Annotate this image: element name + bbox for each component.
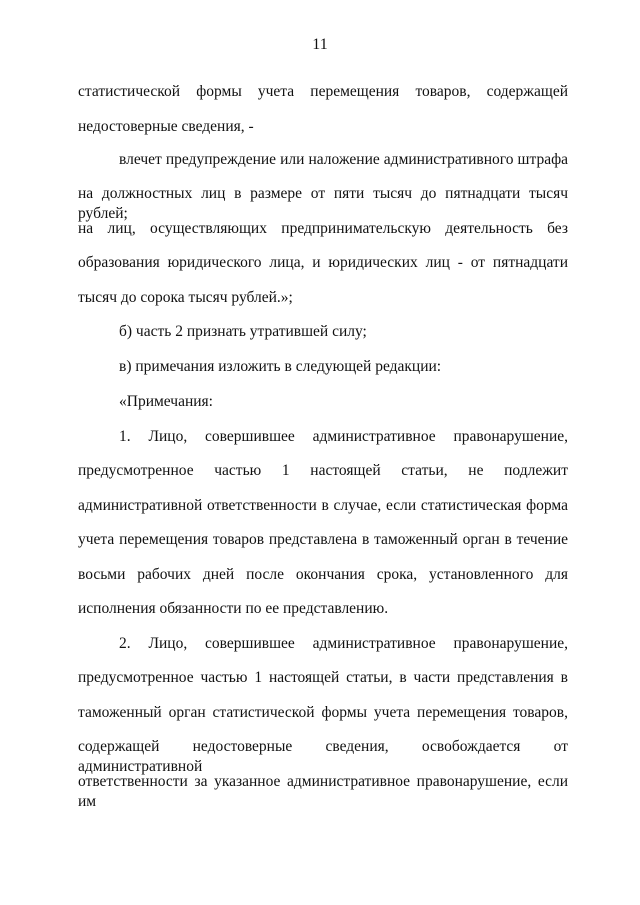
text-line: на лиц, осуществляющих предпринимательскую деятельность без (78, 220, 568, 237)
text-line: недостоверные сведения, - (78, 118, 254, 135)
text-line: образования юридического лица, и юридических лиц - от пятнадцати (78, 254, 568, 271)
text-line: 2. Лицо, совершившее административное правонарушение, (119, 635, 568, 652)
text-line: статистической формы учета перемещения товаров, содержащей (78, 83, 568, 100)
text-line: таможенный орган статистической формы учета перемещения товаров, (78, 704, 568, 721)
text-line: 1. Лицо, совершившее административное правонарушение, (119, 428, 568, 445)
page-number: 11 (312, 36, 328, 53)
text-line: на должностных лиц в размере от пяти тысяч до пятнадцати тысяч рублей; (78, 185, 568, 222)
text-line: административной ответственности в случае, если статистическая форма (78, 497, 568, 514)
text-line: содержащей недостоверные сведения, освобождается от административной (78, 738, 568, 775)
text-line: в) примечания изложить в следующей редакции: (119, 358, 442, 375)
text-line: предусмотренное частью 1 настоящей статьи, не подлежит (78, 462, 568, 479)
text-line: «Примечания: (119, 393, 213, 410)
text-line: ответственности за указанное административное правонарушение, если им (78, 773, 568, 810)
text-line: тысяч до сорока тысяч рублей.»; (78, 289, 293, 306)
text-line: б) часть 2 признать утратившей силу; (119, 323, 367, 340)
text-line: восьми рабочих дней после окончания срока, установленного для (78, 566, 568, 583)
text-line: предусмотренное частью 1 настоящей статьи, в части представления в (78, 669, 568, 686)
text-line: влечет предупреждение или наложение административного штрафа (119, 151, 568, 168)
text-line: исполнения обязанности по ее представлению. (78, 600, 389, 617)
text-line: учета перемещения товаров представлена в таможенный орган в течение (78, 531, 568, 548)
